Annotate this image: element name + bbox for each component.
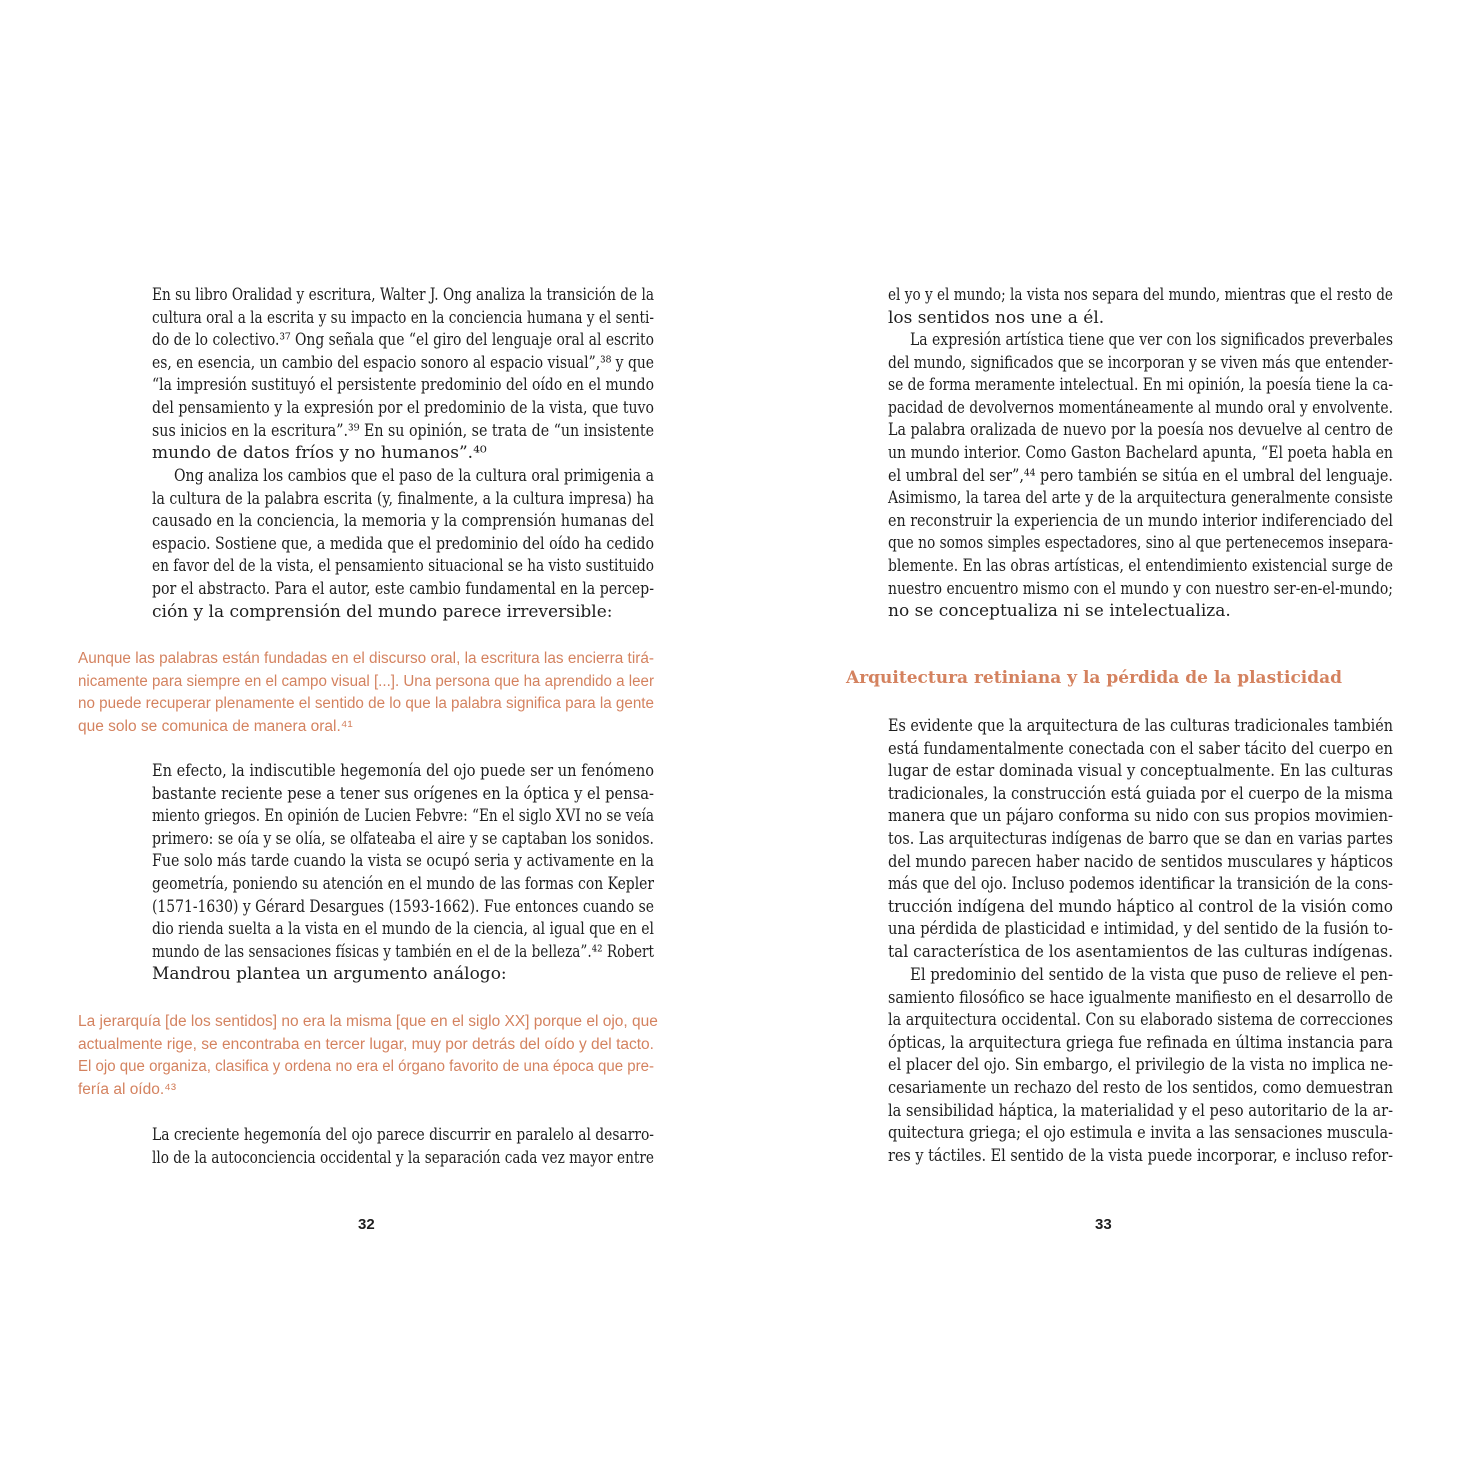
body-paragraph-line: que no somos simples espectadores, sino al que pertenecemos insepara- (888, 533, 1393, 554)
body-paragraph-line: no se conceptualiza ni se intelectualiza. (888, 601, 1231, 622)
body-paragraph-line: samiento filosófico se hace igualmente manifiesto en el desarrollo de (888, 987, 1393, 1008)
body-paragraph-line: Fue solo más tarde cuando la vista se ocupó seria y activamente en la (152, 851, 654, 872)
body-paragraph-line: cesariamente un rechazo del resto de los sentidos, como demuestran (888, 1078, 1393, 1098)
body-paragraph-line: los sentidos nos une a él. (888, 307, 1105, 328)
body-paragraph-line: La palabra oralizada de nuevo por la poesía nos devuelve al centro de (888, 420, 1393, 441)
body-paragraph-line: está fundamentalmente conectada con el saber tácito del cuerpo en (888, 738, 1393, 759)
body-paragraph-line: dio rienda suelta a la vista en el mundo de la ciencia, al igual que en el (152, 919, 654, 940)
body-paragraph-line: La expresión artística tiene que ver con los significados preverbales (910, 330, 1393, 350)
body-paragraph-line: pacidad de devolvernos momentáneamente al mundo oral y envolvente. (888, 397, 1393, 418)
body-paragraph-line: tal característica de los asentamientos de las culturas indígenas. (888, 942, 1393, 962)
block-quote-line: que solo se comunica de manera oral.⁴¹ (78, 717, 353, 735)
body-paragraph-line: un mundo interior. Como Gaston Bachelard apunta, “El poeta habla en (888, 443, 1393, 463)
body-paragraph-line: se de forma meramente intelectual. En mi opinión, la poesía tiene la ca- (888, 375, 1393, 396)
body-paragraph-line: el yo y el mundo; la vista nos separa del mundo, mientras que el resto de (888, 285, 1393, 305)
body-paragraph-line: nuestro encuentro mismo con el mundo y con nuestro ser-en-el-mundo; (888, 578, 1393, 599)
body-paragraph-line: Asimismo, la tarea del arte y de la arquitectura generalmente consiste (888, 488, 1393, 509)
body-paragraph-line: cultura oral a la escrita y su impacto en la conciencia humana y el senti- (152, 307, 654, 328)
body-paragraph-line: sus inicios en la escritura”.³⁹ En su opinión, se trata de “un insistente (152, 420, 654, 441)
block-quote-line: fería al oído.⁴³ (78, 1080, 176, 1098)
block-quote-line: no puede recuperar plenamente el sentido de lo que la palabra significa para la gente (78, 695, 654, 713)
body-paragraph-line: trucción indígena del mundo háptico al control de la visión como (888, 896, 1393, 917)
body-paragraph-line: do de lo colectivo.³⁷ Ong señala que “el giro del lenguaje oral al escrito (152, 330, 654, 351)
body-paragraph-line: la cultura de la palabra escrita (y, finalmente, a la cultura impresa) ha (152, 488, 654, 509)
body-paragraph-line: el placer del ojo. Sin embargo, el privilegio de la vista no implica ne- (888, 1055, 1393, 1076)
body-paragraph-line: mundo de datos fríos y no humanos”.⁴⁰ (152, 443, 487, 464)
block-quote-line: actualmente rige, se encontraba en tercer lugar, muy por detrás del oído y del tacto. (78, 1035, 654, 1053)
block-quote-line: Aunque las palabras están fundadas en el discurso oral, la escritura las encierra tirá- (78, 650, 654, 667)
body-paragraph-line: por el abstracto. Para el autor, este cambio fundamental en la percep- (152, 579, 654, 599)
section-heading: Arquitectura retiniana y la pérdida de la plasticidad (846, 668, 1343, 688)
body-paragraph-line: quitectura griega; el ojo estimula e invita a las sensaciones muscula- (888, 1123, 1393, 1144)
body-paragraph-line: más que del ojo. Incluso podemos identificar la transición de la cons- (888, 874, 1393, 895)
page-number: 32 (358, 1216, 375, 1233)
block-quote-line: nicamente para siempre en el campo visual [...]. Una persona que ha aprendido a leer (78, 672, 654, 690)
body-paragraph-line: La creciente hegemonía del ojo parece discurrir en paralelo al desarro- (152, 1125, 654, 1145)
body-paragraph-line: manera que un pájaro conforma su nido con sus propios movimien- (888, 806, 1393, 827)
body-paragraph-line: del mundo parecen haber nacido de sentidos musculares y hápticos (888, 851, 1393, 872)
body-paragraph-line: lugar de estar dominada visual y conceptualmente. En las culturas (888, 761, 1393, 782)
body-paragraph-line: ción y la comprensión del mundo parece irreversible: (152, 601, 613, 622)
body-paragraph-line: res y táctiles. El sentido de la vista puede incorporar, e incluso refor- (888, 1145, 1393, 1166)
body-paragraph-line: espacio. Sostiene que, a medida que el predominio del oído ha cedido (152, 533, 654, 554)
body-paragraph-line: El predominio del sentido de la vista que puso de relieve el pen- (910, 965, 1393, 985)
body-paragraph-line: del pensamiento y la expresión por el predominio de la vista, que tuvo (152, 398, 654, 418)
body-paragraph-line: “la impresión sustituyó el persistente predominio del oído en el mundo (152, 375, 654, 396)
body-paragraph-line: del mundo, significados que se incorporan y se viven más que entender- (888, 352, 1393, 373)
body-paragraph-line: bastante reciente pese a tener sus orígenes en la óptica y el pensa- (152, 783, 654, 804)
body-paragraph-line: la arquitectura occidental. Con su elaborado sistema de correcciones (888, 1010, 1393, 1031)
body-paragraph-line: Es evidente que la arquitectura de las culturas tradicionales también (888, 716, 1393, 736)
body-paragraph-line: blemente. En las obras artísticas, el entendimiento existencial surge de (888, 556, 1393, 576)
body-paragraph-line: en reconstruir la experiencia de un mundo interior indiferenciado del (888, 510, 1393, 531)
body-paragraph-line: tos. Las arquitecturas indígenas de barro que se dan en varias partes (888, 829, 1393, 849)
body-paragraph-line: llo de la autoconciencia occidental y la separación cada vez mayor entre (152, 1147, 654, 1168)
body-paragraph-line: una pérdida de plasticidad e intimidad, y del sentido de la fusión to- (888, 919, 1393, 940)
body-paragraph-line: es, en esencia, un cambio del espacio sonoro al espacio visual”,³⁸ y que (152, 352, 654, 373)
body-paragraph-line: tradicionales, la construcción está guiada por el cuerpo de la misma (888, 783, 1393, 804)
body-paragraph-line: primero: se oía y se olía, se olfateaba el aire y se captaban los sonidos. (152, 828, 654, 849)
body-paragraph-line: En su libro Oralidad y escritura, Walter J. Ong analiza la transición de la (152, 285, 654, 305)
block-quote-line: El ojo que organiza, clasifica y ordena no era el órgano favorito de una época que pre- (78, 1058, 654, 1076)
body-paragraph-line: miento griegos. En opinión de Lucien Febvre: “En el siglo XVI no se veía (152, 806, 654, 827)
body-paragraph-line: el umbral del ser”,⁴⁴ pero también se sitúa en el umbral del lenguaje. (888, 465, 1393, 486)
body-paragraph-line: mundo de las sensaciones físicas y también en el de la belleza”.⁴² Robert (152, 941, 654, 962)
body-paragraph-line: ópticas, la arquitectura griega fue refinada en última instancia para (888, 1032, 1393, 1053)
body-paragraph-line: en favor del de la vista, el pensamiento situacional se ha visto sustituido (152, 556, 654, 577)
body-paragraph-line: causado en la conciencia, la memoria y la comprensión humanas del (152, 511, 654, 532)
body-paragraph-line: Ong analiza los cambios que el paso de la cultura oral primigenia a (174, 466, 654, 486)
body-paragraph-line: geometría, poniendo su atención en el mundo de las formas con Kepler (152, 874, 654, 894)
body-paragraph-line: En efecto, la indiscutible hegemonía del ojo puede ser un fenómeno (152, 761, 654, 781)
body-paragraph-line: Mandrou plantea un argumento análogo: (152, 964, 507, 985)
body-paragraph-line: (1571-1630) y Gérard Desargues (1593-1662). Fue entonces cuando se (152, 896, 654, 917)
page-number: 33 (1095, 1216, 1112, 1233)
block-quote-line: La jerarquía [de los sentidos] no era la misma [que en el siglo XX] porque el ojo, que (78, 1013, 658, 1030)
body-paragraph-line: la sensibilidad háptica, la materialidad y el peso autoritario de la ar- (888, 1100, 1393, 1121)
